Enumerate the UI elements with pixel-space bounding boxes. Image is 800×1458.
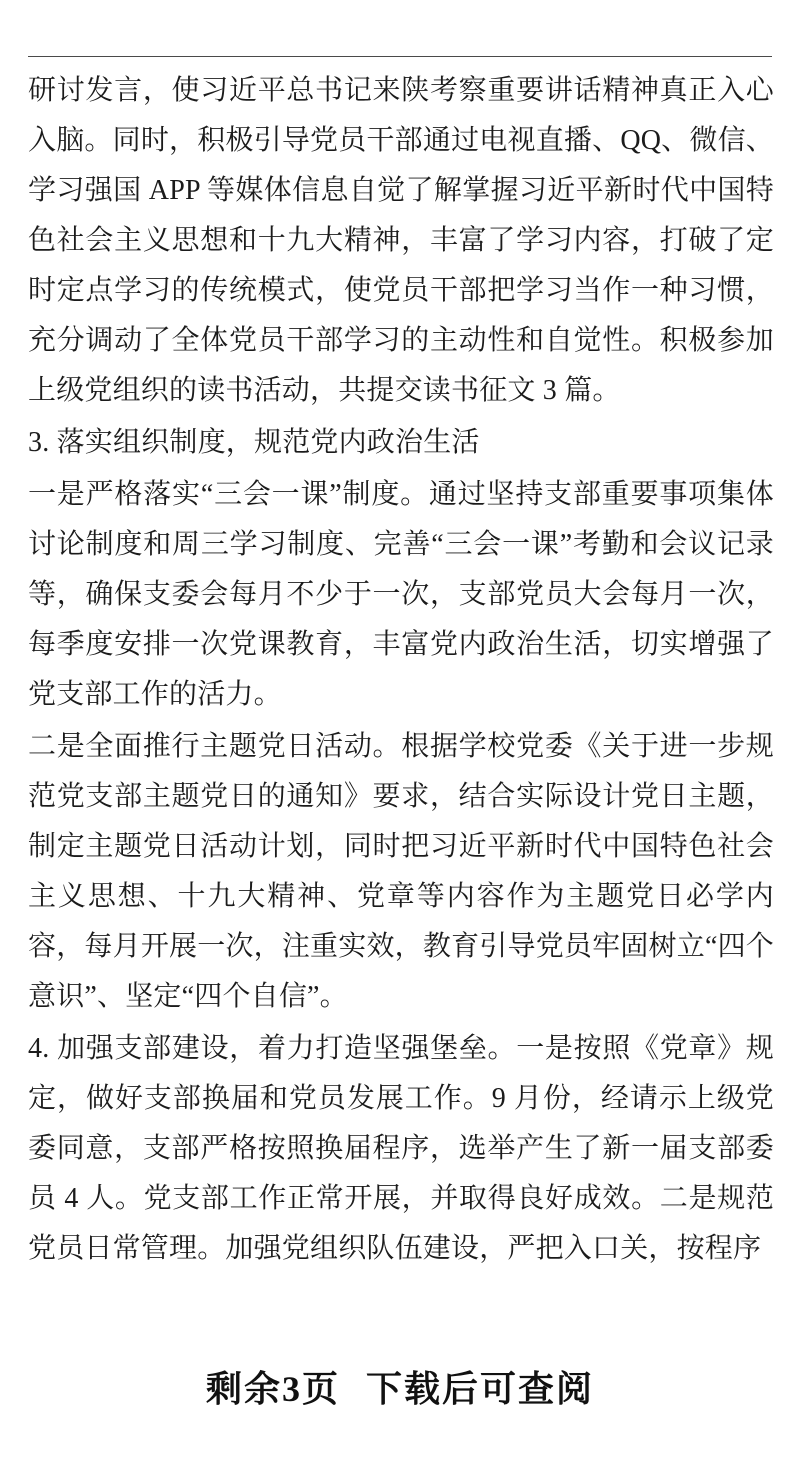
section-heading: 3. 落实组织制度，规范党内政治生活 <box>28 427 480 458</box>
paragraph: 4. 加强支部建设，着力打造坚强堡垒。一是按照《党章》规定，做好支部换届和党员发展工作。9 月份，经请示上级党委同意，支部严格按照换届程序，选举产生了新一届支部委员 4 人。党支部工作正常开展，并取得良好成效。二是规范党员日常管理。加强党组织队伍建设，严把入口关，按程序 <box>28 1033 774 1264</box>
download-hint-label: 下载后可查阅 <box>366 1369 595 1409</box>
paragraph: 研讨发言，使习近平总书记来陕考察重要讲话精神真正入心入脑。同时，积极引导党员干部通过电视直播、QQ、微信、学习强国 APP 等媒体信息自觉了解掌握习近平新时代中国特色社会主义思想和十九大精神，丰富了学习内容，打破了定时定点学习的传统模式，使党员干部把学习当作一种习惯，充分调动了全体党员干部学习的主动性和自觉性。积极参加上级党组织的读书活动，共提交读书征文 3 篇。 <box>28 75 774 406</box>
download-prompt[interactable] <box>0 1361 800 1412</box>
paragraph: 一是严格落实“三会一课”制度。通过坚持支部重要事项集体讨论制度和周三学习制度、完善“三会一课”考勤和会议记录等，确保支委会每月不少于一次，支部党员大会每月一次，每季度安排一次党课教育，丰富党内政治生活，切实增强了党支部工作的活力。 <box>28 479 774 710</box>
paragraph: 二是全面推行主题党日活动。根据学校党委《关于进一步规范党支部主题党日的通知》要求，结合实际设计党日主题，制定主题党日活动计划，同时把习近平新时代中国特色社会主义思想、十九大精神、党章等内容作为主题党日必学内容，每月开展一次，注重实效，教育引导党员牢固树立“四个意识”、坚定“四个自信”。 <box>28 731 774 1012</box>
remaining-pages-label: 剩余3页 <box>205 1369 340 1409</box>
document-body <box>28 66 774 1276</box>
header-divider <box>28 56 772 57</box>
